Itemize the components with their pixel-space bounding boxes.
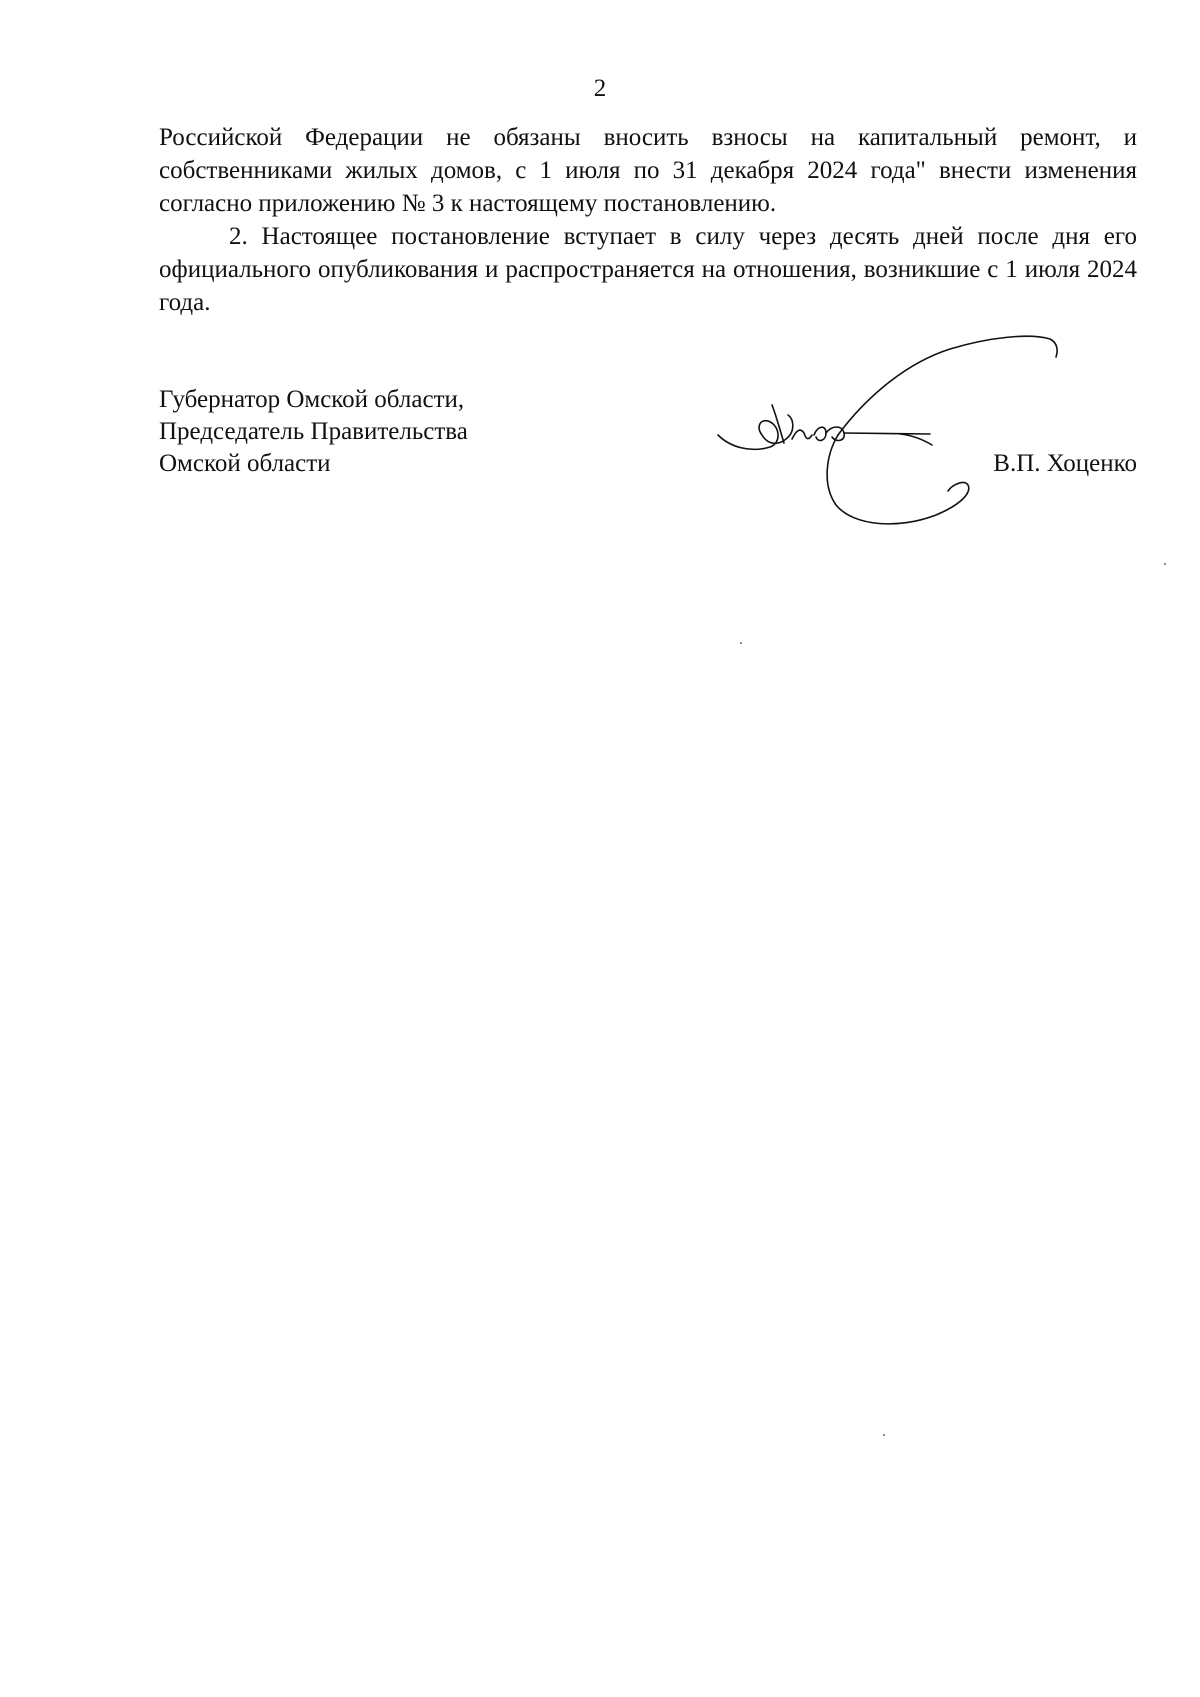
scan-speck: [1164, 563, 1166, 565]
handwritten-signature: [710, 335, 1130, 545]
scan-speck: [740, 642, 742, 644]
scan-speck: [883, 1434, 885, 1436]
document-body: [159, 121, 1137, 319]
page-number: 2: [593, 75, 607, 102]
signatory-title-block: [159, 384, 468, 480]
signatory-title-line-2: Председатель Правительства: [159, 418, 468, 445]
signer-name: В.П. Хоценко: [993, 450, 1137, 477]
paragraph-2: 2. Настоящее постановление вступает в силу через десять дней после дня его официального опубликования и распространяется на отношения, возникшие с 1 июля 2024 года.: [159, 223, 1137, 316]
signatory-title-line-1: Губернатор Омской области,: [159, 386, 465, 413]
signatory-title-line-3: Омской области: [159, 450, 331, 477]
paragraph-continuation: Российской Федерации не обязаны вносить взносы на капитальный ремонт, и собственниками жилых домов, с 1 июля по 31 декабря 2024 года" внести изменения согласно приложению № 3 к настоящему постановлению.: [159, 124, 1137, 217]
